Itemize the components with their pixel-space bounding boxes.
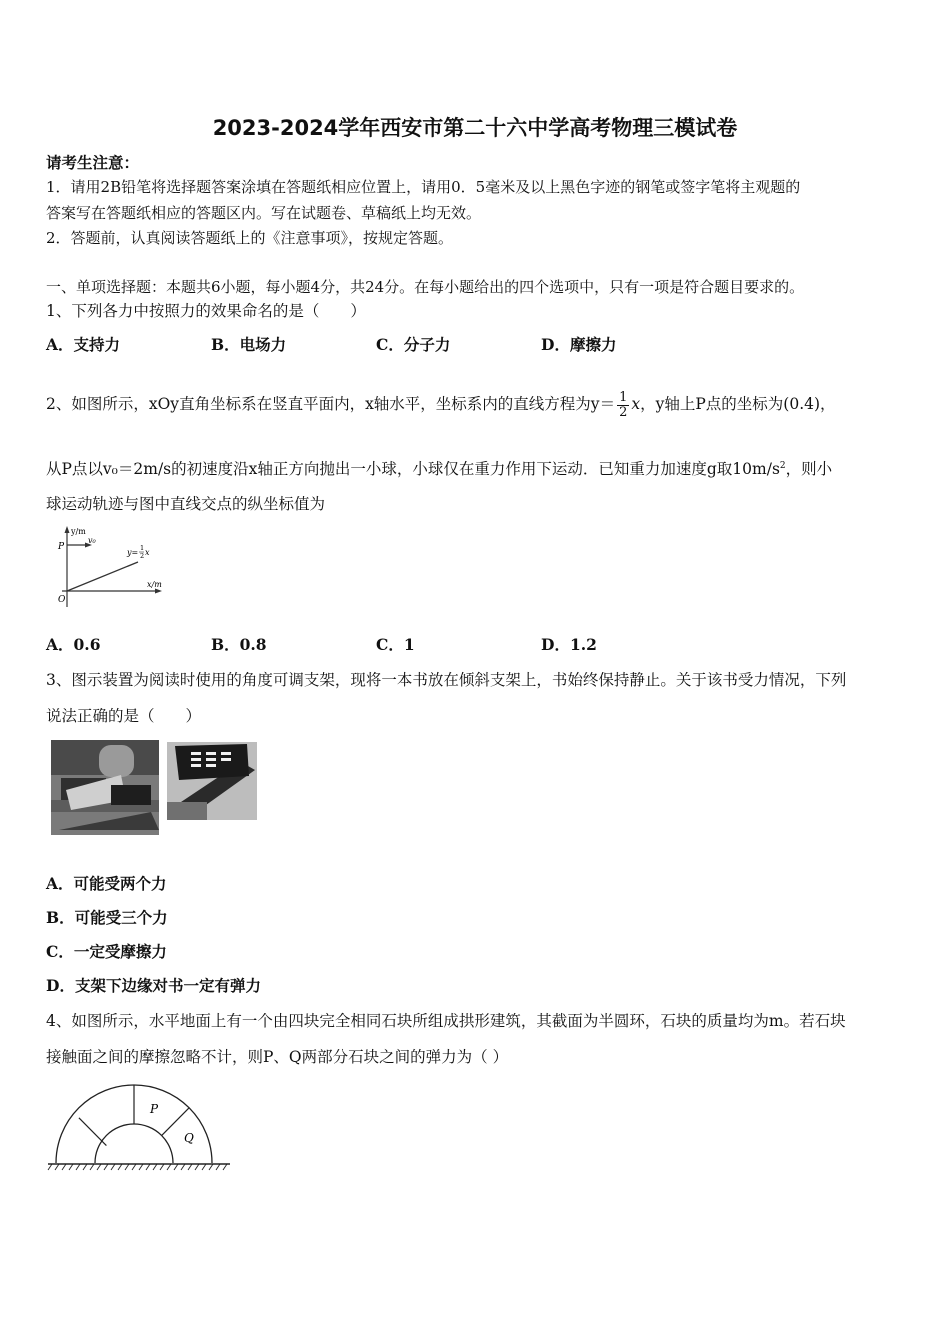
q3-stem-line-2: 说法正确的是（ ）: [46, 707, 202, 725]
q2-option-b[interactable]: B．0.8: [211, 635, 267, 654]
q4-joint-left: [79, 1118, 107, 1146]
q2-stem-line-3: 球运动轨迹与图中直线交点的纵坐标值为: [46, 495, 326, 513]
q3-option-b[interactable]: B．可能受三个力: [46, 908, 168, 927]
q2-ylabel: y/m: [71, 527, 86, 536]
notice-heading: 请考生注意：: [46, 153, 140, 172]
q2-option-c[interactable]: C．1: [376, 635, 415, 654]
q2-frac-den: 2: [619, 404, 628, 420]
page-title: 2023-2024学年西安市第二十六中学高考物理三模试卷: [212, 116, 738, 140]
notice-line-3: 2．答题前，认真阅读答题纸上的《注意事项》，按规定答题。: [46, 229, 454, 247]
q3-photo-left: [51, 740, 159, 835]
q4-stem-line-2: 接触面之间的摩擦忽略不计，则P、Q两部分石块之间的弹力为（ ）: [46, 1048, 509, 1066]
q2-line: [67, 562, 138, 591]
q3-photos: [51, 740, 261, 835]
q1-stem: 1、下列各力中按照力的效果命名的是（ ）: [46, 302, 366, 320]
q2-y-arrow: [65, 526, 70, 533]
q4-label-p: P: [150, 1102, 159, 1116]
q4-figure: [44, 1080, 234, 1172]
section-heading: 一、单项选择题：本题共6小题，每小题4分，共24分。在每小题给出的四个选项中，只有一项是符合题目要求的。: [46, 278, 805, 296]
q2-point-p: P: [58, 542, 65, 552]
q3-stem-line-1: 3、图示装置为阅读时使用的角度可调支架，现将一本书放在倾斜支架上，书始终保持静止。关于该书受力情况，下列: [46, 671, 847, 689]
q2-frac-var: x: [631, 395, 641, 413]
notice-line-2: 答案写在答题纸相应的答题区内。写在试题卷、草稿纸上均无效。: [46, 204, 482, 222]
q2-xlabel: x/m: [147, 580, 162, 589]
q2-figure: [50, 523, 180, 611]
q4-label-q: Q: [184, 1131, 194, 1145]
q2-v0: v₀: [88, 536, 96, 545]
q2-x-arrow: [155, 589, 162, 594]
q1-option-d[interactable]: D．摩擦力: [541, 335, 617, 354]
q2-origin: O: [58, 595, 66, 605]
q2-line2-sup: 2: [779, 461, 786, 471]
q4-ground-hatch: [48, 1164, 227, 1170]
q3-photo-right: [165, 740, 261, 822]
q2-option-a[interactable]: A．0.6: [46, 635, 101, 654]
q2-eq-num: 1: [140, 544, 145, 552]
q2-eq: y=: [127, 548, 139, 557]
q2-frac-num: 1: [619, 389, 628, 405]
q2-eq-den: 2: [140, 552, 145, 560]
q3-option-a[interactable]: A．可能受两个力: [46, 874, 167, 893]
q2-option-d[interactable]: D．1.2: [541, 635, 597, 654]
q2-stem-b: ，y轴上P点的坐标为(0.4)，: [640, 395, 836, 413]
q3-option-d[interactable]: D．支架下边缘对书一定有弹力: [46, 976, 261, 995]
q2-eq-x: x: [145, 548, 150, 557]
q2-stem-line-2: [46, 456, 832, 479]
q1-option-c[interactable]: C．分子力: [376, 335, 451, 354]
q4-inner-arc: [95, 1124, 173, 1163]
q2-stem-line-1: [46, 384, 836, 424]
q1-option-b[interactable]: B．电场力: [211, 335, 287, 354]
q2-stem-a: 2、如图所示，xOy直角坐标系在竖直平面内，x轴水平，坐标系内的直线方程为y＝: [46, 395, 616, 413]
q2-line2-a: 从P点以v₀＝2m/s的初速度沿x轴正方向抛出一小球，小球仅在重力作用下运动．已知重力加速度g取10m/s: [46, 460, 780, 479]
q1-option-a[interactable]: A．支持力: [46, 335, 121, 354]
q4-stem-line-1: 4、如图所示，水平地面上有一个由四块完全相同石块所组成拱形建筑，其截面为半圆环，石块的质量均为m。若石块: [46, 1012, 846, 1030]
q2-fraction: [617, 391, 629, 420]
q3-option-c[interactable]: C．一定受摩擦力: [46, 942, 167, 961]
q2-line2-b: ，则小: [785, 460, 833, 479]
notice-line-1: 1．请用2B铅笔将选择题答案涂填在答题纸相应位置上，请用0．5毫米及以上黑色字迹的钢笔或签字笔将主观题的: [46, 178, 801, 196]
